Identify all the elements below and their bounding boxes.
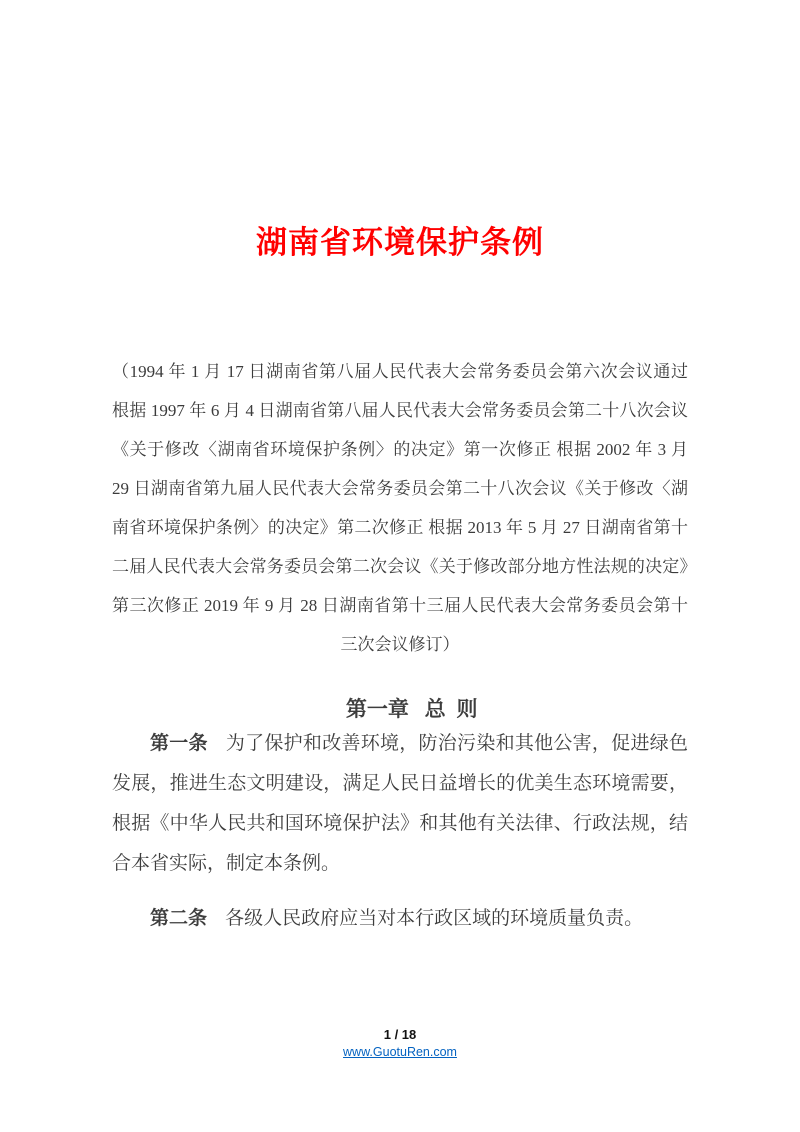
- article-2-text: 各级人民政府应当对本行政区域的环境质量负责。: [225, 908, 644, 929]
- page-indicator: 1 / 18: [383, 1027, 417, 1042]
- page-footer: [0, 1027, 800, 1061]
- chapter-number: 第一章: [345, 698, 409, 721]
- articles-section: [112, 724, 688, 954]
- article-1: [112, 724, 688, 884]
- article-1-label: 第一条: [150, 733, 208, 754]
- article-1-text: 为了保护和改善环境，防治污染和其他公害，促进绿色发展，推进生态文明建设，满足人民日益增长的优美生态环境需要，根据《中华人民共和国环境保护法》和其他有关法律、行政法规，结合本省实际，制定本条例。: [112, 733, 688, 874]
- article-2-label: 第二条: [150, 908, 208, 929]
- article-2: [112, 899, 688, 939]
- footer-website-link[interactable]: www.GuotuRen.com: [343, 1045, 457, 1059]
- document-title: 湖南省环境保护条例: [256, 225, 544, 260]
- preamble-paragraph: （1994 年 1 月 17 日湖南省第八届人民代表大会常务委员会第六次会议通过 根据 1997 年 6 月 4 日湖南省第八届人民代表大会常务委员会第二十八次会议《关于修改〈湖南省环境保护条例〉的决定》第一次修正 根据 2002 年 3 月 29 日湖南省第九届人民代表大会常务委员会第二十八次会议《关于修改〈湖南省环境保护条例〉的决定》第二次修正 根据 2013 年 5 月 27 日湖南省第十二届人民代表大会常务委员会第二次会议《关于修改部分地方性法规的决定》第三次修正 2019 年 9 月 28 日湖南省第十三届人民代表大会常务委员会第十三次会议修订）: [112, 362, 688, 654]
- chapter-title: 总 则: [424, 698, 478, 721]
